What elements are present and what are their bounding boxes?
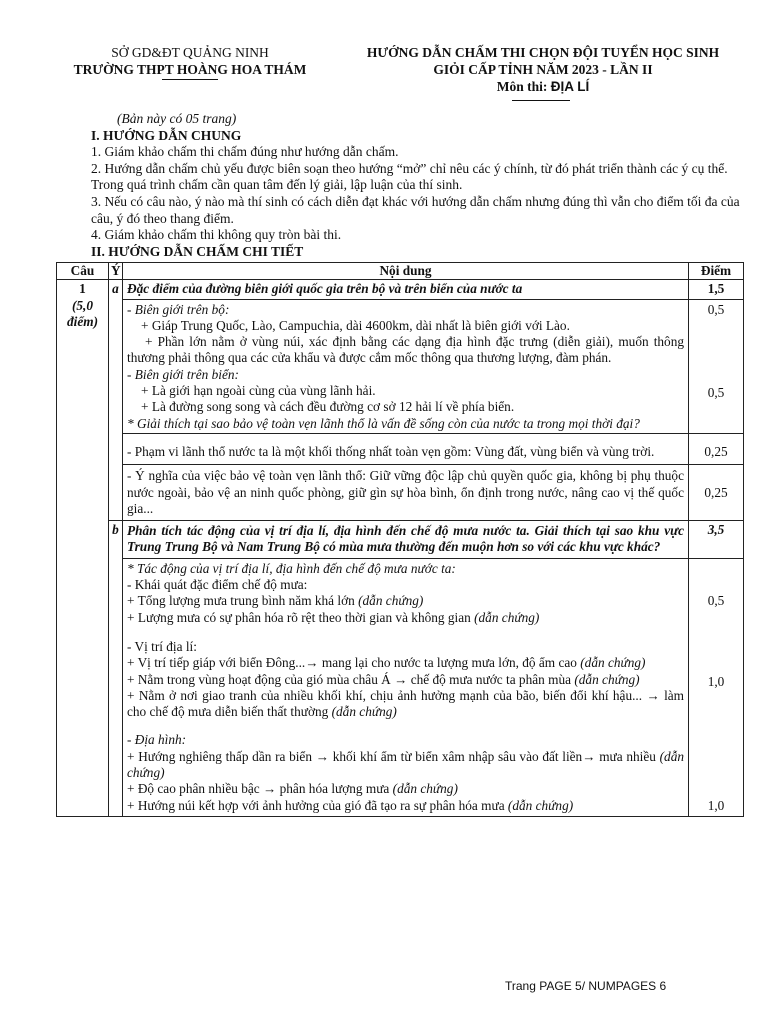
school-name: TRƯỜNG THPT HOÀNG HOA THÁM [73, 62, 307, 77]
table-row [57, 280, 744, 299]
content-line: + Tổng lượng mưa trung bình năm khá lớn (dẫn chứng) [127, 593, 424, 609]
content-line: + Độ cao phân nhiều bậc → phân hóa lượng mưa (dẫn chứng) [127, 781, 458, 797]
score-value: 0,5 [707, 384, 725, 400]
arrow-icon: → [315, 748, 329, 764]
instruction-item: 4. Giám khảo chấm thi không quy tròn bài thi. [91, 227, 342, 243]
score-value: 1,0 [707, 674, 725, 690]
content-line: - Khái quát đặc điểm chế độ mưa: [127, 577, 308, 593]
content-cell: - Phạm vi lãnh thổ nước ta là một khối thống nhất toàn vẹn gồm: Vùng đất, vùng biển và vùng trời. [123, 433, 689, 464]
score-value: 0,5 [707, 592, 725, 608]
content-line: + Hướng nghiêng thấp dần ra biển → khối khí ẩm từ biển xâm nhập sâu vào đất liền→ mưa nhiều (dẫn chứng) [127, 748, 684, 781]
content-line: + Nằm trong vùng hoạt động của gió mùa châu Á → chế độ mưa nước ta phân mùa (dẫn chứng) [127, 671, 640, 687]
content-line: + Là đường song song và cách đều đường cơ sở 12 hải lí về phía biển. [141, 399, 515, 415]
content-line: + Nằm ở nơi giao tranh của nhiều khối khí, chịu ảnh hưởng mạnh của bão, biến đổi khí hậu... → làm cho chế độ mưa diễn biến thất thường (dẫn chứng) [127, 687, 685, 720]
part-a-borders-content [123, 299, 689, 433]
instruction-item: 2. Hướng dẫn chấm chủ yếu được biên soạn theo hướng “mở” chỉ nêu các ý chính, từ đó phát triển thành các ý cụ thể. Trong quá trình chấm cần quan tâm đến lý giải, lập luận của thí sinh. [91, 160, 728, 193]
table-row [57, 521, 744, 559]
content-line: + Vị trí tiếp giáp với biển Đông...→ mang lại cho nước ta lượng mưa lớn, độ ẩm cao (dẫn chứng) [127, 655, 646, 671]
grading-table [56, 262, 744, 817]
location-heading: - Vị trí địa lí: [127, 638, 197, 654]
document-title-line2: GIỎI CẤP TỈNH NĂM 2023 - LẦN II [433, 62, 653, 77]
land-border-heading: - Biên giới trên bộ: [127, 301, 230, 317]
score-value: 0,25 [689, 433, 744, 464]
content-line: + Lượng mưa có sự phân hóa rõ rệt theo thời gian và không gian (dẫn chứng) [127, 609, 540, 625]
arrow-icon: → [582, 748, 596, 764]
content-line: + Là giới hạn ngoài cùng của vùng lãnh hải. [141, 383, 376, 399]
pages-note: (Bản này có 05 trang) [117, 111, 237, 126]
content-heading: * Tác động của vị trí địa lí, địa hình đến chế độ mưa nước ta: [127, 560, 456, 576]
instruction-item: 3. Nếu có câu nào, ý nào mà thí sinh có cách diễn đạt khác với hướng dẫn chấm nhưng đúng thì vẫn cho điểm tối đa của câu, ý đó theo thang điểm. [91, 193, 740, 226]
content-line: + Phần lớn nằm ở vùng núi, xác định bằng các dạng địa hình đặc trưng (diễn giải), muốn thông thương phải thông qua các cửa khẩu và được cắm mốc thông qua thương lượng, đàm phán. [127, 334, 684, 366]
header-diem: Điểm [689, 263, 744, 280]
question-number: 1 [79, 281, 86, 297]
arrow-icon: → [305, 655, 319, 671]
content-line: + Hướng núi kết hợp với ảnh hưởng của gió đã tạo ra sự phân hóa mưa (dẫn chứng) [127, 797, 574, 813]
score-cell [689, 299, 744, 433]
part-a-score: 1,5 [689, 280, 744, 299]
subject-value: ĐỊA LÍ [550, 79, 590, 94]
arrow-icon: → [394, 671, 408, 687]
table-row [57, 299, 744, 433]
section-2-title: II. HƯỚNG DẪN CHẤM CHI TIẾT [91, 243, 304, 259]
score-value: 1,0 [707, 798, 725, 814]
sea-border-heading: - Biên giới trên biển: [127, 366, 239, 382]
content-line: + Giáp Trung Quốc, Lào, Campuchia, dài 4600km, dài nhất là biên giới với Lào. [141, 317, 570, 333]
arrow-icon: → [646, 687, 660, 703]
question-number-cell [57, 280, 109, 816]
page-footer: Trang PAGE 5/ NUMPAGES 6 [505, 979, 667, 993]
document-title-line1: HƯỚNG DẪN CHẤM THI CHỌN ĐỘI TUYỂN HỌC SINH [366, 45, 720, 60]
part-label-a: a [109, 280, 123, 521]
school-underline [162, 79, 218, 80]
part-b-content [123, 558, 689, 816]
table-header-row [57, 263, 744, 280]
arrow-icon: → [263, 781, 277, 797]
part-a-title: Đặc điểm của đường biên giới quốc gia trên bộ và trên biển của nước ta [123, 280, 689, 299]
header-cau: Câu [57, 263, 109, 280]
subject-underline [512, 100, 570, 101]
subject-line [328, 78, 758, 95]
section-1-title: I. HƯỚNG DẪN CHUNG [91, 127, 242, 143]
terrain-heading: - Địa hình: [127, 732, 187, 748]
content-cell: - Ý nghĩa của việc bảo vệ toàn vẹn lãnh thổ: Giữ vững độc lập chủ quyền quốc gia, không bị phụ thuộc nước ngoài, bảo vệ an ninh quốc phòng, giữ gìn sự hòa bình, ổn định trong nước, nâng cao vị thế quốc gia... [123, 465, 689, 521]
content-question: * Giải thích tại sao bảo vệ toàn vẹn lãnh thổ là vấn đề sống còn của nước ta trong mọi thời đại? [127, 415, 640, 431]
general-instructions [91, 111, 741, 260]
part-b-title: Phân tích tác động của vị trí địa lí, địa hình đến chế độ mưa nước ta. Giải thích tại sao khu vực Trung Trung Bộ và Nam Trung Bộ có mùa mưa thường đến muộn hơn so với các khu vực khác? [123, 521, 689, 559]
table-row [57, 465, 744, 521]
question-points: (5,0 điểm) [66, 297, 98, 329]
school-header [40, 44, 340, 78]
table-row [57, 433, 744, 464]
score-value: 0,5 [707, 301, 725, 317]
part-b-score: 3,5 [689, 521, 744, 559]
score-cell [689, 558, 744, 816]
score-value: 0,25 [689, 465, 744, 521]
instruction-item: 1. Giám khảo chấm thi chấm đúng như hướng dẫn chấm. [91, 144, 399, 160]
part-label-b: b [109, 521, 123, 816]
department-name: SỞ GD&ĐT QUẢNG NINH [111, 45, 269, 60]
header-y: Ý [109, 263, 123, 280]
table-row [57, 558, 744, 816]
subject-label: Môn thi: [496, 79, 551, 94]
document-header [328, 44, 758, 95]
header-noi-dung: Nội dung [123, 263, 689, 280]
